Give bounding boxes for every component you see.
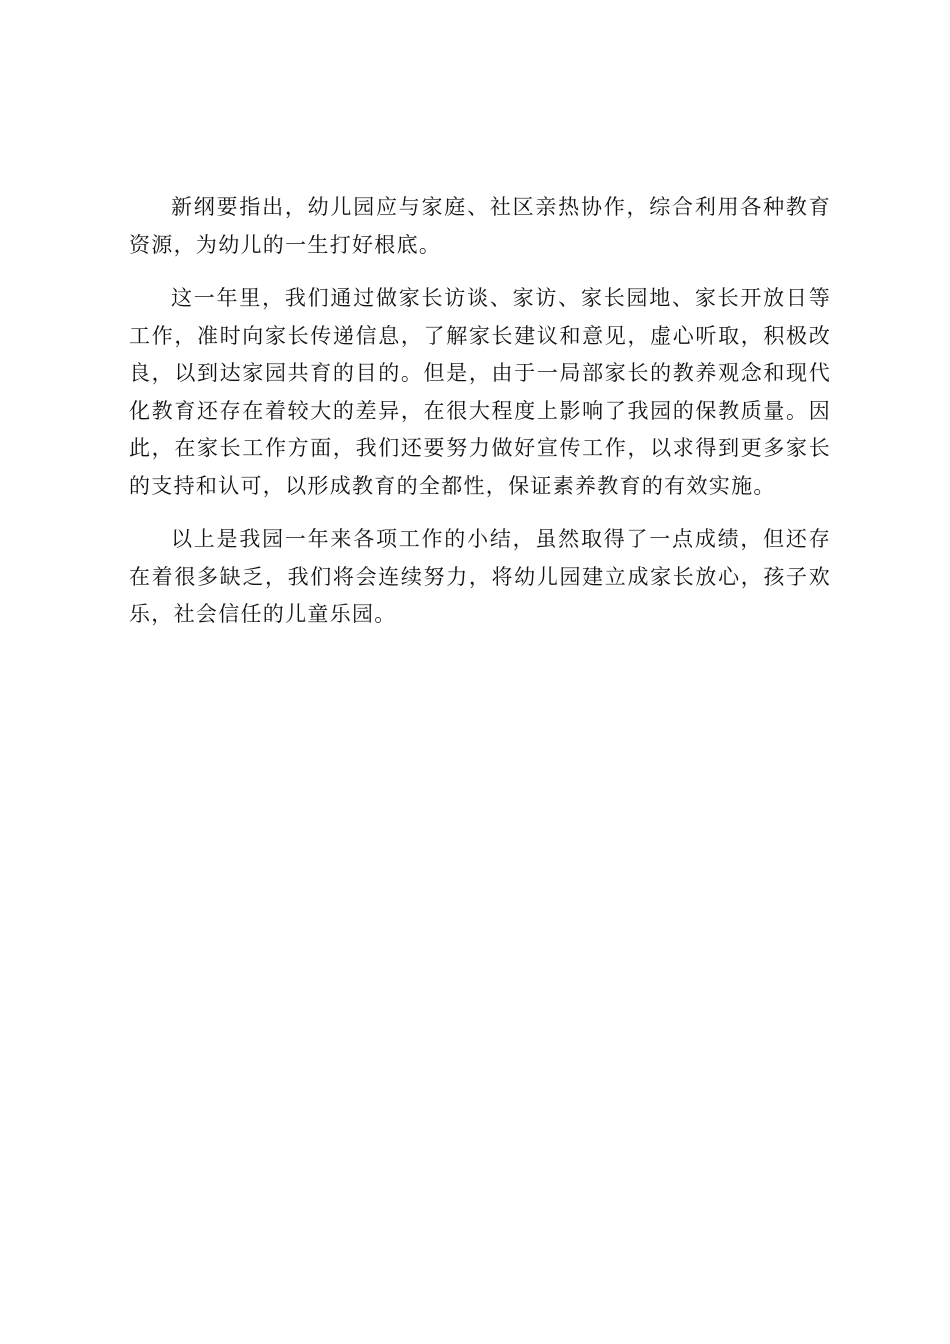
paragraph-summary-conclusion: 以上是我园一年来各项工作的小结，虽然取得了一点成绩，但还存在着很多缺乏，我们将会连续努力，将幼儿园建立成家长放心，孩子欢乐，社会信任的儿童乐园。: [129, 527, 831, 626]
paragraph-parent-work: 这一年里，我们通过做家长访谈、家访、家长园地、家长开放日等工作，准时向家长传递信息，了解家长建议和意见，虚心听取，积极改良，以到达家园共育的目的。但是，由于一局部家长的教养观念和现代化教育还存在着较大的差异，在很大程度上影响了我园的保教质量。因此，在家长工作方面，我们还要努力做好宣传工作，以求得到更多家长的支持和认可，以形成教育的全都性，保证素养教育的有效实施。: [129, 286, 831, 498]
paragraph-family-community-cooperation: 新纲要指出，幼儿园应与家庭、社区亲热协作，综合利用各种教育资源，为幼儿的一生打好根底。: [129, 195, 831, 257]
document-body: [129, 189, 831, 634]
